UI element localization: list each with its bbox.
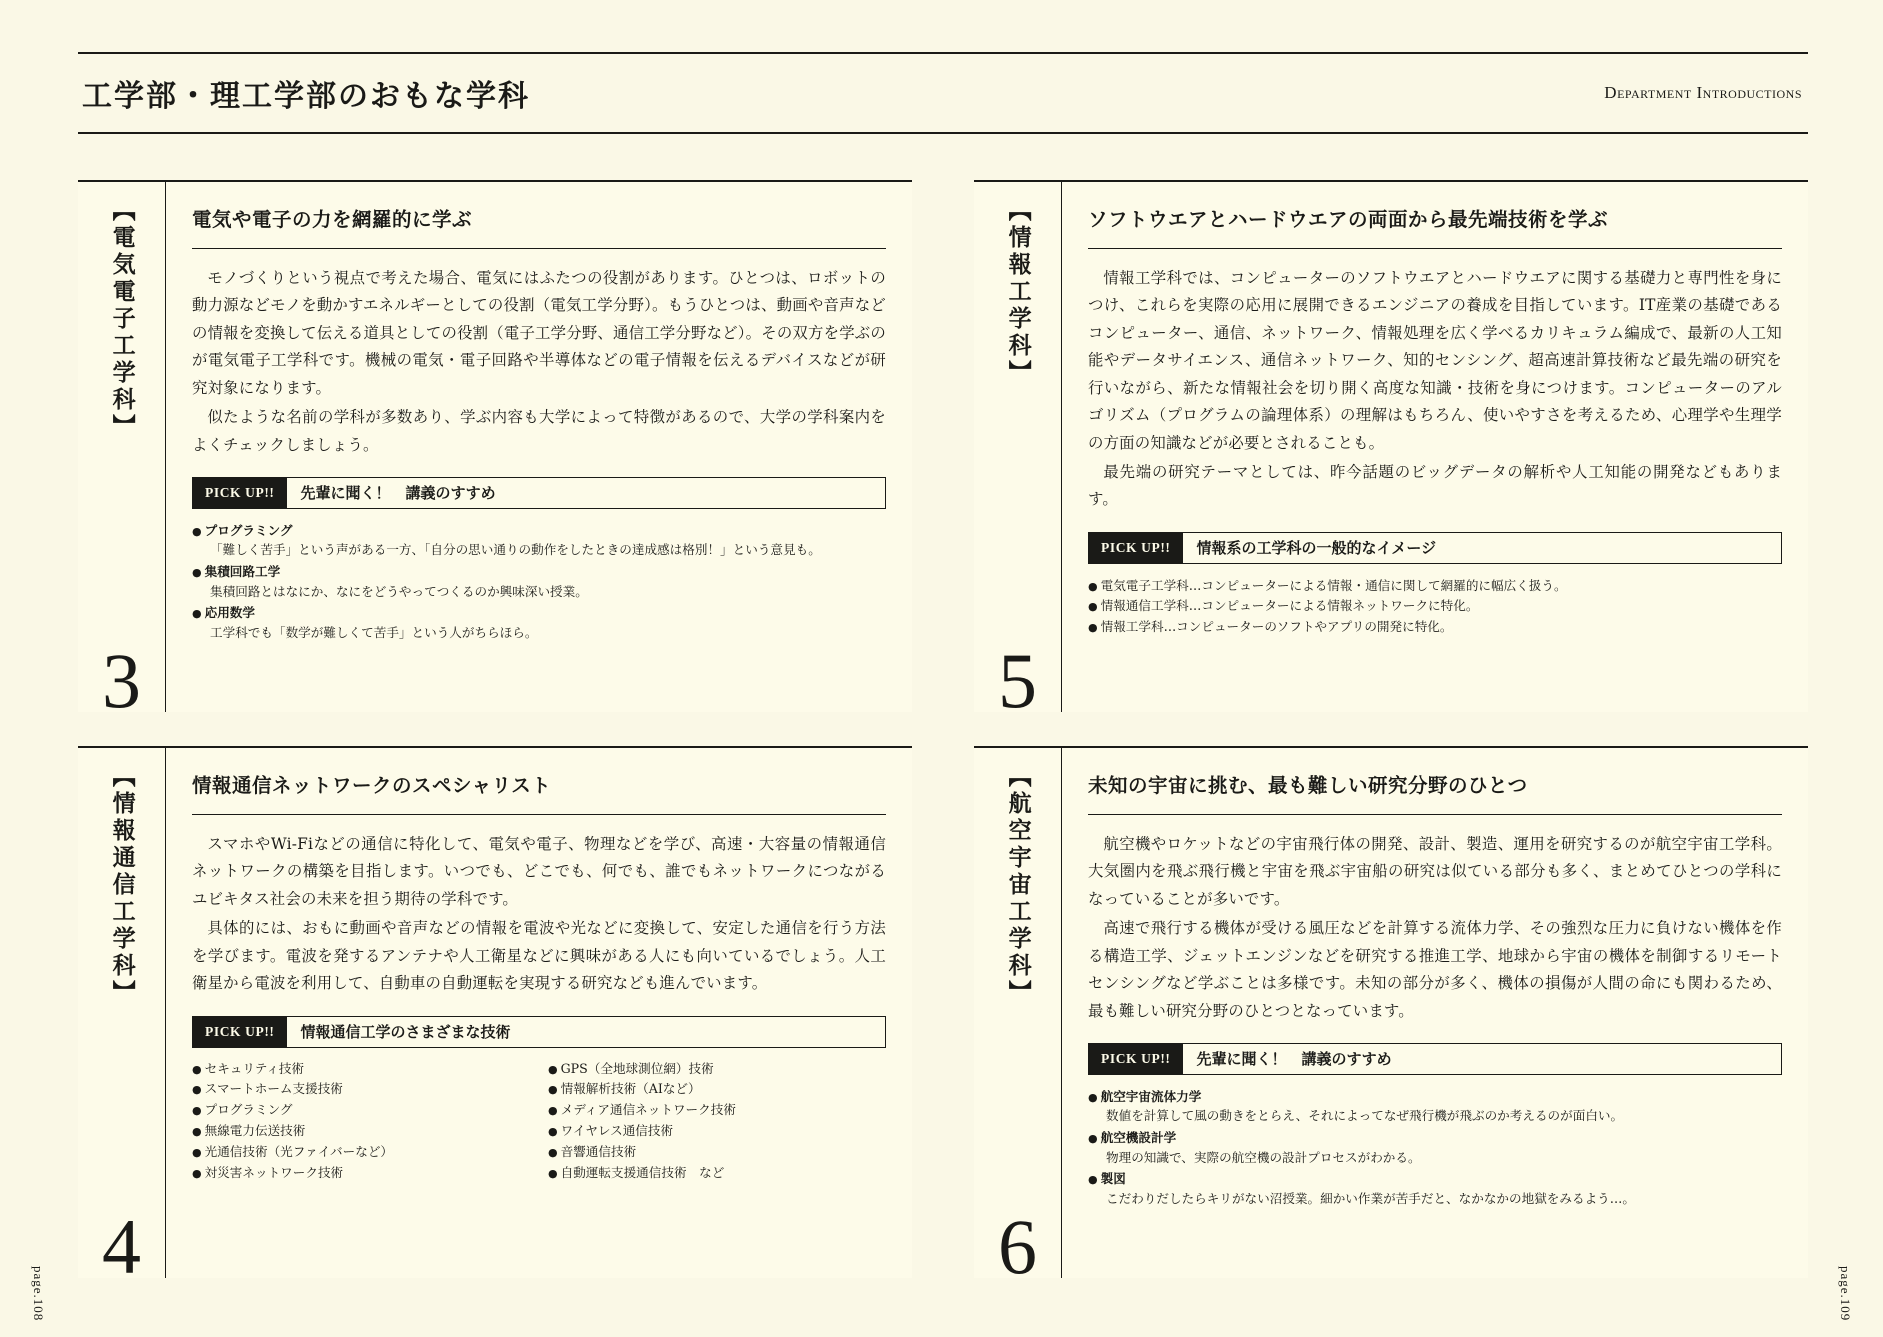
list-item <box>192 562 886 601</box>
page-number-left: page.108 <box>31 1265 46 1321</box>
pickup-bar <box>1088 532 1782 564</box>
list-item-desc: 集積回路とはなにか、なにをどうやってつくるのか興味深い授業。 <box>210 583 588 599</box>
section-information-engineering <box>974 180 1808 724</box>
section-body <box>1088 831 1782 1025</box>
pickup-label: 情報通信工学のさまざまな技術 <box>300 1023 511 1042</box>
content-columns <box>78 180 1808 1312</box>
list-item: ● 情報通信工学科…コンピューターによる情報ネットワークに特化。 <box>1088 596 1782 616</box>
section-content <box>166 182 912 712</box>
paragraph: 情報工学科では、コンピューターのソフトウエアとハードウエアに関する基礎力と専門性を身につけ、これらを実際の応用に展開できるエンジニアの養成を目指しています。IT産業の基礎であるコンピューター、通信、ネットワーク、情報処理を広く学べるカリキュラム編成で、最新の人工知能やデータサイエンス、通信ネットワーク、知的センシング、超高速計算技術など最先端の研究を行いながら、新たな情報社会を切り開く高度な知識・技術を身につけます。コンピューターのアルゴリズム（プログラムの論理体系）の理解はもちろん、使いやすさを考えるため、心理学や生理学の方面の知識などが必要とされることも。 <box>1088 269 1782 452</box>
section-number: 5 <box>998 636 1037 724</box>
department-name: 【情報工学科】 <box>1004 198 1032 387</box>
section-content <box>166 748 912 1278</box>
list-item: ● 無線電力伝送技術 <box>192 1122 530 1141</box>
section-side-label <box>974 182 1062 724</box>
section-content <box>1062 182 1808 712</box>
paragraph: 具体的には、おもに動画や音声などの情報を電波や光などに変換して、安定した通信を行う方法を学びます。電波を発するアンテナや人工衛星などに興味がある人にも向いているでしょう。人工衛星から電波を利用して、自動車の自動運転を実現する研究なども進んでいます。 <box>192 919 886 993</box>
department-name: 【航空宇宙工学科】 <box>1004 764 1032 1007</box>
list-item: ● 対災害ネットワーク技術 <box>192 1164 530 1183</box>
page-number-right: page.109 <box>1838 1265 1853 1321</box>
pickup-tag: PICK UP!! <box>193 1017 287 1047</box>
list-item: ● プログラミング <box>192 1101 530 1120</box>
page-header <box>78 52 1808 134</box>
section-info-communication <box>78 746 912 1290</box>
right-column <box>974 180 1808 1312</box>
list-item-title: ● 航空機設計学 <box>1088 1128 1782 1148</box>
section-heading: 情報通信ネットワークのスペシャリスト <box>192 770 886 815</box>
pickup-tech-grid <box>192 1060 886 1183</box>
list-item: ● スマートホーム支援技術 <box>192 1080 530 1099</box>
list-item: ● ワイヤレス通信技術 <box>548 1122 886 1141</box>
paragraph: 高速で飛行する機体が受ける風圧などを計算する流体力学、その強烈な圧力に負けない機体を作る構造工学、ジェットエンジンなどを研究する推進工学、地球から宇宙の機体を制御するリモートセンシングなど学ぶことは多様です。未知の部分が多く、機体の損傷が人間の命にも関わるため、最も難しい研究分野のひとつとなっています。 <box>1088 919 1782 1020</box>
section-body <box>192 831 886 998</box>
list-item: ● 電気電子工学科…コンピューターによる情報・通信に関して網羅的に幅広く扱う。 <box>1088 576 1782 596</box>
section-heading: ソフトウエアとハードウエアの両面から最先端技術を学ぶ <box>1088 204 1782 249</box>
list-item: ● 音響通信技術 <box>548 1143 886 1162</box>
list-item: ● GPS（全地球測位網）技術 <box>548 1060 886 1079</box>
list-item <box>1088 1169 1782 1208</box>
list-item <box>192 521 886 560</box>
list-item-title: ● 集積回路工学 <box>192 562 886 582</box>
pickup-list <box>1088 576 1782 637</box>
pickup-label: 情報系の工学科の一般的なイメージ <box>1196 539 1437 558</box>
section-number: 6 <box>998 1202 1037 1290</box>
list-item-title: ● 製図 <box>1088 1169 1782 1189</box>
list-item: ● 光通信技術（光ファイバーなど） <box>192 1143 530 1162</box>
pickup-bar <box>1088 1043 1782 1075</box>
header-subtitle: Department Introductions <box>1604 83 1802 102</box>
section-side-label <box>78 748 166 1290</box>
paragraph: 最先端の研究テーマとしては、昨今話題のビッグデータの解析や人工知能の開発などもあります。 <box>1088 462 1782 509</box>
left-column <box>78 180 912 1312</box>
section-electrical-electronic <box>78 180 912 724</box>
list-item: ● セキュリティ技術 <box>192 1060 530 1079</box>
paragraph: 航空機やロケットなどの宇宙飛行体の開発、設計、製造、運用を研究するのが航空宇宙工学科。大気圏内を飛ぶ飛行機と宇宙を飛ぶ宇宙船の研究は似ている部分も多く、まとめてひとつの学科になっていることが多いです。 <box>1088 835 1782 908</box>
list-item-title: ● プログラミング <box>192 521 886 541</box>
list-item: ● 情報解析技術（AIなど） <box>548 1080 886 1099</box>
pickup-bar <box>192 1016 886 1048</box>
pickup-tag: PICK UP!! <box>1089 533 1183 563</box>
section-content <box>1062 748 1808 1278</box>
list-item-desc: 工学科でも「数学が難しくて苦手」という人がちらほら。 <box>210 624 538 640</box>
list-item: ● メディア通信ネットワーク技術 <box>548 1101 886 1120</box>
pickup-tag: PICK UP!! <box>1089 1044 1183 1074</box>
section-body <box>192 265 886 459</box>
paragraph: モノづくりという視点で考えた場合、電気にはふたつの役割があります。ひとつは、ロボットの動力源などモノを動かすエネルギーとしての役割（電気工学分野）。もうひとつは、動画や音声などの情報を変換して伝える道具としての役割（電子工学分野、通信工学分野など）。その双方を学ぶのが電気電子工学科です。機械の電気・電子回路や半導体などの電子情報を伝えるデバイスなどが研究対象になります。 <box>192 269 886 397</box>
section-side-label <box>78 182 166 724</box>
section-side-label <box>974 748 1062 1290</box>
pickup-list <box>192 521 886 642</box>
pickup-list <box>1088 1087 1782 1208</box>
list-item-desc: こだわりだしたらキリがない沼授業。細かい作業が苦手だと、なかなかの地獄をみるよう…。 <box>1106 1190 1635 1206</box>
section-heading: 電気や電子の力を網羅的に学ぶ <box>192 204 886 249</box>
pickup-bar <box>192 477 886 509</box>
list-item-title: ● 応用数学 <box>192 603 886 623</box>
pickup-tag: PICK UP!! <box>193 478 287 508</box>
department-name: 【情報通信工学科】 <box>108 764 136 1007</box>
pickup-label: 先輩に聞く！ 講義のすすめ <box>300 484 496 503</box>
section-number: 4 <box>102 1202 141 1290</box>
page-title: 工学部・理工学部のおもな学科 <box>82 79 530 114</box>
section-number: 3 <box>102 636 141 724</box>
section-heading: 未知の宇宙に挑む、最も難しい研究分野のひとつ <box>1088 770 1782 815</box>
list-item: ● 情報工学科…コンピューターのソフトやアプリの開発に特化。 <box>1088 617 1782 637</box>
paragraph: 似たような名前の学科が多数あり、学ぶ内容も大学によって特徴があるので、大学の学科案内をよくチェックしましょう。 <box>192 408 886 454</box>
list-item <box>192 603 886 642</box>
list-item-title: ● 航空宇宙流体力学 <box>1088 1087 1782 1107</box>
section-aerospace <box>974 746 1808 1290</box>
pickup-label: 先輩に聞く！ 講義のすすめ <box>1196 1050 1392 1069</box>
list-item-desc: 数値を計算して風の動きをとらえ、それによってなぜ飛行機が飛ぶのか考えるのが面白い。 <box>1106 1108 1624 1124</box>
list-item-desc: 「難しく苦手」という声がある一方、「自分の思い通りの動作をしたときの達成感は格別！」という意見も。 <box>210 542 821 558</box>
list-item-desc: 物理の知識で、実際の航空機の設計プロセスがわかる。 <box>1106 1149 1421 1165</box>
list-item <box>1088 1128 1782 1167</box>
list-item: ● 自動運転支援通信技術 など <box>548 1164 886 1183</box>
section-body <box>1088 265 1782 514</box>
department-name: 【電気電子工学科】 <box>108 198 136 441</box>
paragraph: スマホやWi-Fiなどの通信に特化して、電気や電子、物理などを学び、高速・大容量の情報通信ネットワークの構築を目指します。いつでも、どこでも、何でも、誰でもネットワークにつながるユビキタス社会の未来を担う期待の学科です。 <box>192 835 886 908</box>
list-item <box>1088 1087 1782 1126</box>
